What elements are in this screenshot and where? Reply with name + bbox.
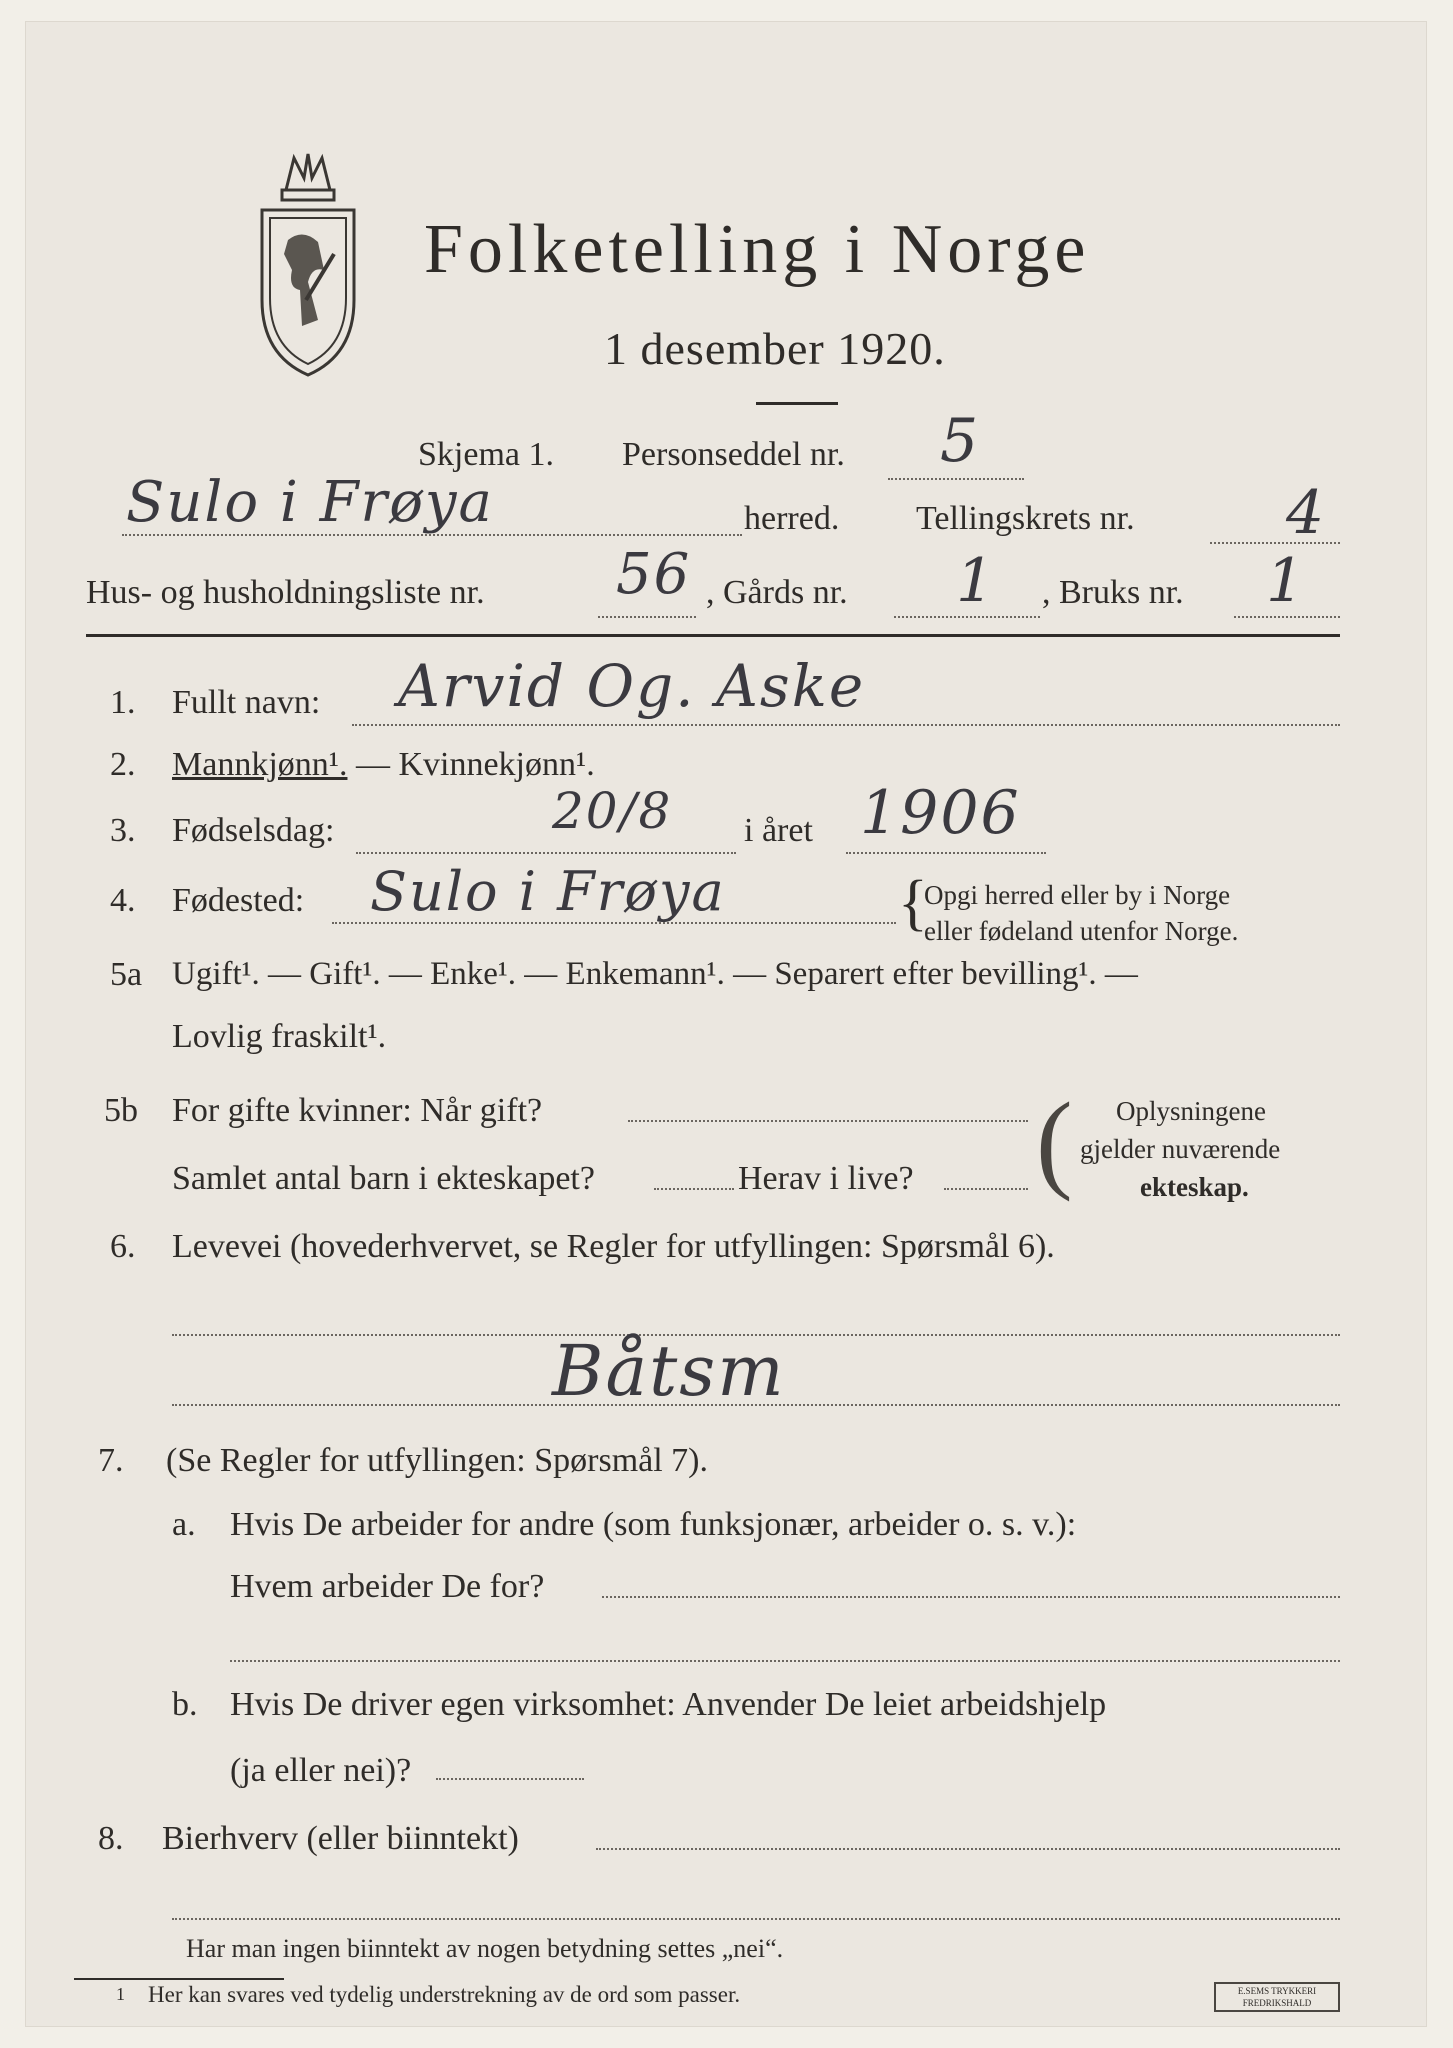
gards-value[interactable]: 1 xyxy=(956,546,997,616)
q1-line xyxy=(352,724,1340,726)
q8-number: 8. xyxy=(98,1820,124,1857)
q2-number: 2. xyxy=(110,746,136,783)
mannkjonn-option[interactable]: Mannkjønn¹. xyxy=(172,746,348,783)
q4-brace: { xyxy=(898,869,928,937)
q5b-label-1: For gifte kvinner: Når gift? xyxy=(172,1092,543,1129)
q5b-label-3: Herav i live? xyxy=(738,1160,914,1197)
skjema-label: Skjema 1. xyxy=(418,436,554,473)
q5b-children-line xyxy=(654,1188,734,1190)
printer-mark: E.SEMS TRYKKERI FREDRIKSHALD xyxy=(1214,1982,1340,2012)
q7a-line-1: Hvis De arbeider for andre (som funksjonær, arbeider o. s. v.): xyxy=(230,1506,1077,1543)
q7-number: 7. xyxy=(98,1442,124,1479)
kvinnekjonn-option[interactable]: Kvinnekjønn¹. xyxy=(398,746,595,783)
footnote-text: Her kan svares ved tydelig understrekning av de ord som passer. xyxy=(148,1982,741,2007)
bruks-value[interactable]: 1 xyxy=(1266,546,1307,616)
q4-note-2: eller fødeland utenfor Norge. xyxy=(924,916,1239,946)
q2-options xyxy=(172,746,595,784)
occupation-value[interactable]: Båtsm xyxy=(552,1330,786,1412)
herred-label: herred. xyxy=(744,500,840,537)
q5b-label-2: Samlet antal barn i ekteskapet? xyxy=(172,1160,595,1197)
q5b-alive-line xyxy=(944,1188,1028,1190)
tellingskrets-value[interactable]: 4 xyxy=(1286,478,1327,548)
personseddel-value[interactable]: 5 xyxy=(940,406,981,476)
census-date: 1 desember 1920. xyxy=(604,323,946,374)
herred-value[interactable]: Sulo i Frøya xyxy=(126,470,494,535)
hus-label: Hus- og husholdningsliste nr. xyxy=(86,574,485,611)
lovlig-fraskilt-option[interactable]: Lovlig fraskilt¹. xyxy=(172,1018,387,1055)
q3-line xyxy=(356,852,736,854)
q5b-note-1: Oplysningene xyxy=(1116,1096,1266,1126)
footnote-rule xyxy=(74,1978,284,1980)
q7b-line-2: (ja eller nei)? xyxy=(230,1752,412,1789)
q7b-answer-line[interactable] xyxy=(436,1778,584,1780)
q5b-brace: ( xyxy=(1036,1080,1073,1202)
birth-year-value[interactable]: 1906 xyxy=(860,778,1021,848)
q4-label: Fødested: xyxy=(172,882,305,919)
q5b-note-3: ekteskap. xyxy=(1140,1172,1249,1202)
q7a-letter: a. xyxy=(172,1506,196,1543)
q7-label: (Se Regler for utfyllingen: Spørsmål 7). xyxy=(166,1442,709,1479)
header-rule xyxy=(86,634,1340,637)
footnote-mark: 1 xyxy=(116,1984,125,2004)
birthplace-value[interactable]: Sulo i Frøya xyxy=(370,860,726,923)
q8-label: Bierhverv (eller biinntekt) xyxy=(162,1820,519,1857)
q5a-number: 5a xyxy=(110,956,143,993)
q7a-answer-line[interactable] xyxy=(602,1596,1340,1598)
gards-label: , Gårds nr. xyxy=(706,574,848,611)
birthdate-value[interactable]: 20/8 xyxy=(552,782,673,840)
personseddel-line xyxy=(888,478,1024,480)
q4-note-1: Opgi herred eller by i Norge xyxy=(924,880,1231,910)
hus-value[interactable]: 56 xyxy=(616,542,692,607)
gards-line xyxy=(894,616,1040,618)
q4-number: 4. xyxy=(110,882,136,919)
q7a-extra-line[interactable] xyxy=(230,1660,1340,1662)
q8-answer-line[interactable] xyxy=(596,1848,1340,1850)
bruks-label: , Bruks nr. xyxy=(1042,574,1184,611)
q6-label: Levevei (hovederhvervet, se Regler for utfyllingen: Spørsmål 6). xyxy=(172,1228,1055,1265)
q7b-line-1: Hvis De driver egen virksomhet: Anvender De leiet arbeidshjelp xyxy=(230,1686,1107,1723)
q8-extra-line[interactable] xyxy=(172,1918,1340,1920)
marital-status-options[interactable]: Ugift¹. — Gift¹. — Enke¹. — Enkemann¹. — Separert efter bevilling¹. — xyxy=(172,956,1138,992)
title-divider xyxy=(756,402,838,405)
full-name-value[interactable]: Arvid Og. Aske xyxy=(398,652,866,720)
gender-separator: — xyxy=(347,746,399,783)
q6-number: 6. xyxy=(110,1228,136,1265)
q1-label: Fullt navn: xyxy=(172,684,321,721)
q3-year-line xyxy=(846,852,1046,854)
tellingskrets-label: Tellingskrets nr. xyxy=(916,500,1135,537)
q3-label: Fødselsdag: xyxy=(172,812,335,849)
q7a-line-2: Hvem arbeider De for? xyxy=(230,1568,545,1605)
page-title: Folketelling i Norge xyxy=(424,211,1091,288)
q3-number: 3. xyxy=(110,812,136,849)
q3-year-label: i året xyxy=(744,812,813,849)
hus-line xyxy=(598,616,696,618)
norway-coat-of-arms-icon xyxy=(248,150,368,380)
q8-note: Har man ingen biinntekt av nogen betydning settes „nei“. xyxy=(186,1934,784,1963)
bruks-line xyxy=(1234,616,1340,618)
q5b-married-line xyxy=(628,1120,1028,1122)
q5b-number: 5b xyxy=(104,1092,138,1129)
census-form-page xyxy=(26,22,1426,2026)
personseddel-label: Personseddel nr. xyxy=(622,436,845,473)
q5b-note-2: gjelder nuværende xyxy=(1080,1134,1281,1164)
q1-number: 1. xyxy=(110,684,136,721)
q7b-letter: b. xyxy=(172,1686,198,1723)
